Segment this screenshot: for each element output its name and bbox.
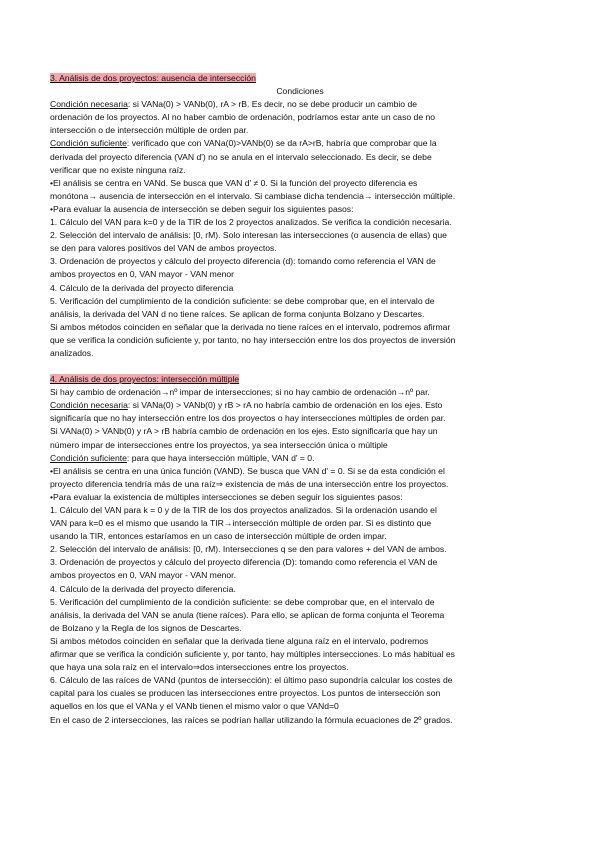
necessary-text: : si VANa(0) > VANb(0), rA > rB. Es decir, no se debe producir un cambio de (127, 99, 418, 110)
paragraph-line: intersección o de intersección múltiple de orden par. (50, 125, 249, 136)
paragraph-line: proyecto diferencia tendría más de una raíz⇒ existencia de más de una intersección entre los proyectos. (50, 478, 449, 489)
step-line: 1. Cálculo del VAN para k=0 y de la TIR de los 2 proyectos analizados. Se verifica la condición necesaria. (50, 217, 452, 228)
step-line: 6. Cálculo de las raíces de VANd (puntos de intersección): el último paso supondría calcular los costes de (50, 675, 453, 686)
bullet-line: •El análisis se centra en una única función (VAND). Se busca que VAN d' = 0. Si se da esta condición el (50, 465, 445, 476)
paragraph-line: verificar que no existe ninguna raíz. (50, 164, 186, 175)
paragraph-line: Si ambos métodos coinciden en señalar que la derivada tiene alguna raíz en el intervalo, podremos (50, 635, 429, 646)
section3-sufficient-condition (50, 137, 550, 150)
section4-necessary-condition (50, 399, 550, 412)
section3-subtitle: Condiciones (276, 86, 324, 97)
paragraph-line: afirmar que se verifica la condición suficiente y, por tanto, hay múltiples intersecciones. Lo más habitual es (50, 649, 455, 660)
section3-heading: 3. Análisis de dos proyectos: ausencia de intersección (50, 73, 256, 83)
step-line: 5. Verificación del cumplimiento de la condición suficiente: se debe comprobar que, en el intervalo de (50, 596, 435, 607)
paragraph-line: En el caso de 2 intersecciones, las raíces se podrían hallar utilizando la fórmula ecuaciones de 2º grados. (50, 714, 453, 725)
section-gap (50, 360, 550, 373)
paragraph-line: derivada del proyecto diferencia (VAN d') no se anula en el intervalo seleccionado. Es decir, se debe (50, 151, 432, 162)
paragraph-line: VAN para k=0 es el mismo que usando la TIR→intersección múltiple de orden par. Si es distinto que (50, 518, 432, 529)
paragraph-line: ordenación de los proyectos. Al no haber cambio de ordenación, podríamos estar ante un caso de no (50, 112, 436, 123)
step-line: 4. Cálculo de la derivada del proyecto diferencia (50, 282, 234, 293)
step-line: 2. Selección del intervalo de análisis: [0, rM). Intersecciones q se den para valores + del VAN de ambos. (50, 544, 447, 555)
necessary-label: Condición necesaria (50, 99, 128, 110)
step-line: 2. Selección del intervalo de análisis: [0, rM). Solo interesan las intersecciones (o ausencia de ellas) que (50, 230, 447, 241)
paragraph-line: analizados. (50, 347, 94, 358)
necessary-label: Condición necesaria (50, 400, 128, 411)
paragraph-line: Si hay cambio de ordenación→nº impar de intersecciones; si no hay cambio de ordenación→nº par. (50, 387, 430, 398)
paragraph-line: que se verifica la condición suficiente y, por tanto, no hay intersección entre los dos proyectos de inversión (50, 334, 456, 345)
paragraph-line: capital para los cuales se producen las intersecciones entre proyectos. Los puntos de intersección son (50, 688, 441, 699)
paragraph-line: significaría que no hay intersección entre los dos proyectos o hay intersecciones múltiples de orden par. (50, 413, 446, 424)
bullet-line: •Para evaluar la existencia de múltiples intersecciones se deben seguir los siguientes pasos: (50, 491, 403, 502)
paragraph-line: ambos proyectos en 0, VAN mayor - VAN menor (50, 269, 235, 280)
step-line: 5. Verificación del cumplimiento de la condición suficiente: se debe comprobar que, en el intervalo de (50, 295, 435, 306)
necessary-text: : si VANa(0) > VANb(0) y rB > rA no habría cambio de ordenación en los ejes. Esto (127, 400, 443, 411)
section3-necessary-condition (50, 98, 550, 111)
step-line: 3. Ordenación de proyectos y cálculo del proyecto diferencia (d): tomando como referencia el VAN de (50, 256, 436, 267)
paragraph-line: Si ambos métodos coinciden en señalar que la derivada no tiene raíces en el intervalo, podremos afirmar (50, 321, 451, 332)
paragraph-line: ambos proyectos en 0, VAN mayor - VAN menor. (50, 570, 236, 581)
step-line: 3. Ordenación de proyectos y cálculo del proyecto diferencia (D): tomando como referencia el VAN de (50, 557, 438, 568)
paragraph-line: usando la TIR, entonces estaríamos en un caso de intersección múltiple de orden impar. (50, 531, 387, 542)
paragraph-line: de Bolzano y la Regla de los signos de Descartes. (50, 622, 242, 633)
sufficient-label: Condición suficiente (50, 452, 127, 463)
sufficient-text: : verificado que con VANa(0)>VANb(0) se da rA>rB, habría que comprobar que la (126, 138, 437, 149)
paragraph-line: análisis, la derivada del VAN d no tiene raíces. Se aplican de forma conjunta Bolzano y Descartes. (50, 308, 425, 319)
step-line: 4. Cálculo de la derivada del proyecto diferencia. (50, 583, 236, 594)
bullet-line: •El análisis se centra en VANd. Se busca que VAN d' ≠ 0. Si la función del proyecto diferencia es (50, 177, 418, 188)
paragraph-line: aquellos en los que el VANa y el VANb tienen el mismo valor o que VANd=0 (50, 701, 339, 712)
paragraph-line: número impar de intersecciones entre los proyectos, ya sea intersección única o múltiple (50, 439, 388, 450)
paragraph-line: análisis, la derivada del VAN se anula (tiene raíces). Para ello, se aplican de forma conjunta el Teorema (50, 609, 445, 620)
section3-heading-line (50, 72, 550, 85)
paragraph-line: Si VANa(0) > VANb(0) y rA > rB habría cambio de ordenación en los ejes. Esto significaría que hay un (50, 426, 438, 437)
section4-heading-line (50, 373, 550, 386)
paragraph-line: se den para valores positivos del VAN de ambos proyectos. (50, 243, 277, 254)
section4-sufficient-condition (50, 452, 550, 465)
step-line: 1. Cálculo del VAN para k = 0 y de la TIR de los dos proyectos analizados. Si la ordenación usando el (50, 505, 437, 515)
paragraph-line: que haya una sola raíz en el intervalo⇒dos intersecciones entre los proyectos. (50, 662, 349, 673)
sufficient-text: : para que haya intersección múltiple, VAN d' = 0. (126, 452, 315, 463)
bullet-line: •Para evaluar la ausencia de intersección se deben seguir los siguientes pasos: (50, 203, 354, 214)
sufficient-label: Condición suficiente (50, 138, 127, 149)
document-page (50, 72, 550, 727)
paragraph-line: monótona→ ausencia de intersección en el intervalo. Si cambiase dicha tendencia→ intersección múltiple. (50, 190, 456, 201)
section4-heading: 4. Análisis de dos proyectos: intersección múltiple (50, 374, 240, 385)
